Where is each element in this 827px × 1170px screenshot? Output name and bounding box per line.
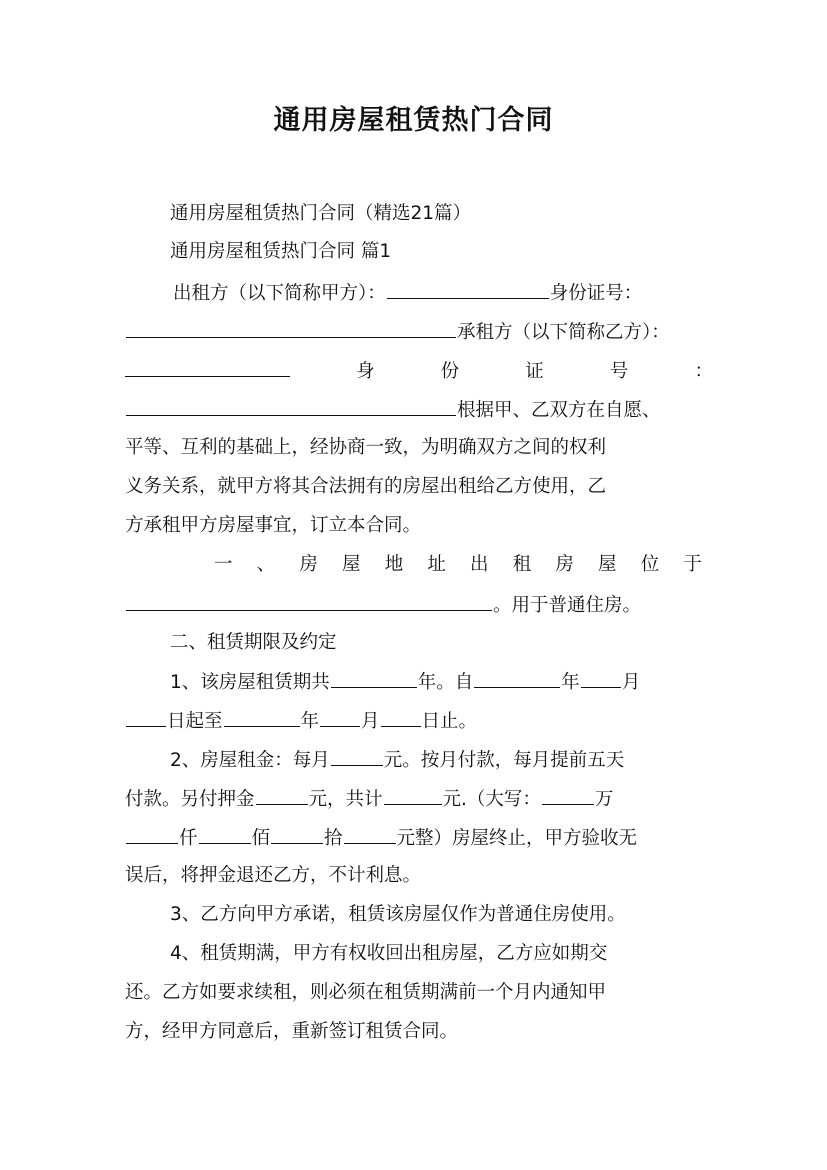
document-title: 通用房屋租赁热门合同 bbox=[273, 105, 554, 136]
address-char: 出 bbox=[470, 554, 489, 575]
id-char: 身 bbox=[356, 361, 375, 382]
lease-dates-line bbox=[125, 706, 477, 734]
qian-blank bbox=[126, 823, 178, 844]
rent-line bbox=[170, 745, 624, 773]
address-char: 屋 bbox=[342, 554, 361, 575]
address-heading-line bbox=[214, 551, 702, 579]
paragraph-heading: 通用房屋租赁热门合同 篇1 bbox=[170, 241, 392, 262]
principle-line bbox=[125, 395, 661, 423]
end-year-blank bbox=[224, 706, 300, 727]
body-text-line: 4、租赁期满，甲方有权收回出租房屋，乙方应如期交 bbox=[170, 943, 608, 964]
lease-term-line bbox=[170, 667, 640, 695]
address-char: 房 bbox=[299, 554, 318, 575]
body-text-line: 误后，将押金退还乙方，不计利息。 bbox=[125, 865, 422, 886]
lessee-id-line bbox=[125, 356, 713, 384]
start-day-blank bbox=[126, 706, 166, 727]
body-text-line: 义务关系，就甲方将其合法拥有的房屋出租给乙方使用，乙 bbox=[125, 476, 607, 497]
address-char: 一 bbox=[214, 554, 233, 575]
text-segment: 年 bbox=[561, 672, 580, 693]
text-segment: 元，共计 bbox=[308, 789, 383, 810]
address-char: 房 bbox=[555, 554, 574, 575]
text-segment: 元整）房屋终止，甲方验收无 bbox=[396, 828, 638, 849]
end-day-blank bbox=[381, 706, 421, 727]
text-segment: 元.（大写： bbox=[442, 789, 541, 810]
amount-words-line bbox=[125, 823, 637, 851]
lessor-id-blank bbox=[126, 317, 456, 338]
address-char: 屋 bbox=[598, 554, 617, 575]
text-segment: 年。自 bbox=[417, 672, 474, 693]
lessor-name-blank bbox=[387, 278, 549, 299]
text-segment: 元。按月付款，每月提前五天 bbox=[383, 750, 625, 771]
shi-blank bbox=[271, 823, 323, 844]
text-segment: 日起至 bbox=[167, 711, 223, 732]
id-char: 份 bbox=[440, 361, 460, 382]
principle-text: 根据甲、乙双方在自愿、 bbox=[457, 400, 661, 421]
address-blank bbox=[126, 590, 492, 611]
address-char: 于 bbox=[683, 554, 702, 575]
address-char: 位 bbox=[640, 554, 660, 575]
body-text-line: 方承租甲方房屋事宜，订立本合同。 bbox=[125, 515, 422, 536]
text-segment: 日止。 bbox=[421, 711, 478, 732]
address-char: 址 bbox=[427, 554, 446, 575]
lessor-label: 出租方（以下简称甲方）： bbox=[173, 283, 386, 304]
address-char: 、 bbox=[256, 554, 276, 575]
id-char: 证 bbox=[525, 361, 544, 382]
id-char: ： bbox=[694, 361, 713, 382]
deposit-blank bbox=[256, 784, 308, 805]
yuan-blank bbox=[344, 823, 396, 844]
wan-blank bbox=[542, 784, 594, 805]
text-segment: 月 bbox=[621, 672, 641, 693]
deposit-label: 付款。另付押金 bbox=[125, 789, 255, 810]
lessee-name-blank bbox=[125, 356, 290, 377]
text-segment: 佰 bbox=[251, 828, 271, 849]
body-text-line: 平等、互利的基础上，经协商一致，为明确双方之间的权利 bbox=[125, 437, 607, 458]
term-years-blank bbox=[331, 667, 417, 688]
address-line bbox=[125, 590, 641, 618]
monthly-rent-blank bbox=[331, 745, 383, 766]
section-heading: 二、租赁期限及约定 bbox=[170, 632, 337, 653]
lessee-id-blank bbox=[126, 395, 456, 416]
total-blank bbox=[384, 784, 442, 805]
lessee-label: 承租方（以下简称乙方）： bbox=[457, 322, 670, 343]
lease-term-label: 1、该房屋租赁期共 bbox=[170, 672, 330, 693]
id-number-label: 身份证号： bbox=[549, 283, 643, 304]
deposit-line bbox=[125, 784, 613, 812]
body-text-line: 3、乙方向甲方承诺，租赁该房屋仅作为普通住房使用。 bbox=[170, 904, 626, 925]
text-segment: 仟 bbox=[179, 828, 198, 849]
end-month-blank bbox=[320, 706, 360, 727]
address-char: 地 bbox=[384, 554, 404, 575]
text-segment: 年 bbox=[300, 711, 320, 732]
rent-label: 2、房屋租金：每月 bbox=[170, 750, 330, 771]
address-char: 租 bbox=[512, 554, 532, 575]
paragraph-subtitle: 通用房屋租赁热门合同（精选21篇） bbox=[170, 203, 472, 224]
start-year-blank bbox=[474, 667, 560, 688]
lessor-line bbox=[173, 278, 642, 306]
text-segment: 月 bbox=[361, 711, 380, 732]
text-segment: 万 bbox=[594, 789, 614, 810]
lessee-line bbox=[125, 317, 670, 345]
bai-blank bbox=[199, 823, 251, 844]
id-char: 号 bbox=[609, 361, 629, 382]
text-segment: 拾 bbox=[324, 828, 343, 849]
address-usage-text: 。用于普通住房。 bbox=[493, 595, 642, 616]
start-month-blank bbox=[581, 667, 621, 688]
body-text-line: 还。乙方如要求续租，则必须在租赁期满前一个月内通知甲 bbox=[125, 982, 607, 1003]
body-text-line: 方，经甲方同意后，重新签订租赁合同。 bbox=[125, 1021, 459, 1042]
